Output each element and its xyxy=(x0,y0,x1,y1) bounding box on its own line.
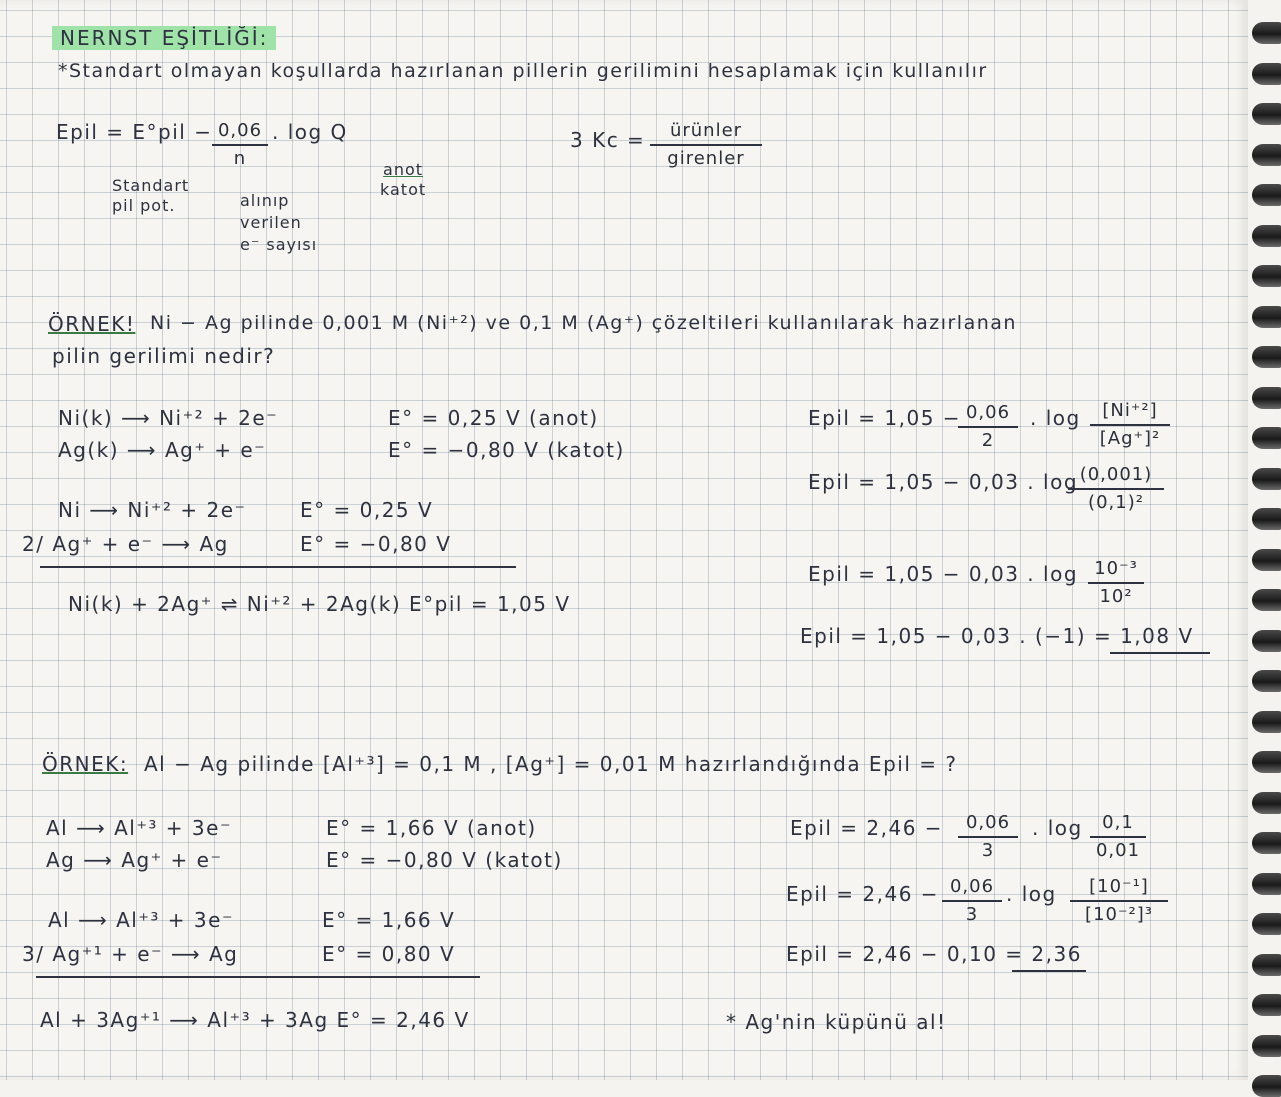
ex2-potential-4: E° = 0,80 V xyxy=(322,942,456,966)
ex2-step1-log: . log xyxy=(1032,816,1083,840)
ex2-reaction-2: Ag ⟶ Ag⁺ + e⁻ xyxy=(46,848,223,872)
binding-ring xyxy=(1252,1035,1281,1057)
ex2-step1-num: 0,06 xyxy=(958,810,1018,838)
ex1-potential-3: E° = 0,25 V xyxy=(300,498,434,522)
binding-ring xyxy=(1252,103,1281,125)
ex1-step3-fraction xyxy=(1088,556,1144,610)
binding-ring xyxy=(1252,387,1281,409)
binding-ring xyxy=(1252,873,1281,895)
ex2-potential-3: E° = 1,66 V xyxy=(322,908,456,932)
binding-ring xyxy=(1252,22,1281,44)
binding-ring xyxy=(1252,265,1281,287)
binding-ring xyxy=(1252,508,1281,530)
ex1-step3-left: Epil = 1,05 − 0,03 . log xyxy=(808,562,1079,586)
ex1-step1-log: . log xyxy=(1030,406,1081,430)
ex1-step1-left: Epil = 1,05 − xyxy=(808,406,962,430)
ex1-step1-den: 2 xyxy=(981,430,995,451)
binding-ring xyxy=(1252,751,1281,773)
binding-ring xyxy=(1252,913,1281,935)
ex1-reaction-1: Ni(k) ⟶ Ni⁺² + 2e⁻ xyxy=(58,406,279,430)
binding-ring xyxy=(1252,225,1281,247)
binding-ring xyxy=(1252,1075,1281,1097)
ex2-result: Epil = 2,46 − 0,10 = 2,36 xyxy=(786,942,1082,966)
ex2-step2-log-den: [10⁻²]³ xyxy=(1085,904,1153,925)
ex1-reaction-4: 2/ Ag⁺ + e⁻ ⟶ Ag xyxy=(22,532,229,556)
binding-ring xyxy=(1252,589,1281,611)
formula-fraction xyxy=(212,118,268,172)
binding-ring xyxy=(1252,670,1281,692)
ex2-step2-log-fraction xyxy=(1070,874,1168,928)
ex1-step1-fraction xyxy=(958,400,1018,454)
ex2-step2-num: 0,06 xyxy=(942,874,1002,902)
binding-ring xyxy=(1252,994,1281,1016)
ex2-reaction-4: 3/ Ag⁺¹ + e⁻ ⟶ Ag xyxy=(22,942,239,966)
binding-ring xyxy=(1252,630,1281,652)
ex2-step2-fraction xyxy=(942,874,1002,928)
ex1-reaction-2: Ag(k) ⟶ Ag⁺ + e⁻ xyxy=(58,438,267,462)
example2-question: Al − Ag pilinde [Al⁺³] = 0,1 M , [Ag⁺] = 0,01 M hazırlandığında Epil = ? xyxy=(144,752,958,776)
ex2-note: * Ag'nin küpünü al! xyxy=(726,1010,947,1034)
ex1-potential-4: E° = −0,80 V xyxy=(300,532,452,556)
ex1-step3-den: 10² xyxy=(1099,586,1133,607)
page-title: NERNST EŞİTLİĞİ: xyxy=(52,26,276,50)
ex2-step1-log-fraction xyxy=(1090,810,1146,864)
ex2-reaction-3: Al ⟶ Al⁺³ + 3e⁻ xyxy=(48,908,234,932)
binding-ring xyxy=(1252,63,1281,85)
binding-ring xyxy=(1252,144,1281,166)
example1-label: ÖRNEK! xyxy=(48,312,136,336)
fraction-denominator: n xyxy=(233,148,247,169)
ex1-step2-num: (0,001) xyxy=(1068,462,1164,490)
binding-ring xyxy=(1252,832,1281,854)
ex1-step1-log-num: [Ni⁺²] xyxy=(1090,398,1170,426)
ex1-potential-1: E° = 0,25 V (anot) xyxy=(388,406,599,430)
binding-ring xyxy=(1252,427,1281,449)
kc-denominator: girenler xyxy=(667,148,745,169)
example1-question: Ni − Ag pilinde 0,001 M (Ni⁺²) ve 0,1 M (Ag⁺) çözeltileri kullanılarak hazırlanan xyxy=(150,312,1017,334)
ex2-result-underline xyxy=(1012,970,1086,972)
example1-question-2: pilin gerilimi nedir? xyxy=(52,344,276,368)
ex1-step2-den: (0,1)² xyxy=(1088,492,1144,513)
ex1-step2-left: Epil = 1,05 − 0,03 . log xyxy=(808,470,1079,494)
ex2-step1-left: Epil = 2,46 − xyxy=(790,816,944,840)
ex2-step1-log-den: 0,01 xyxy=(1095,840,1141,861)
ex2-step1-fraction xyxy=(958,810,1018,864)
ex1-potential-2: E° = −0,80 V (katot) xyxy=(388,438,625,462)
binding-ring xyxy=(1252,184,1281,206)
ex2-step2-log-num: [10⁻¹] xyxy=(1070,874,1168,902)
ex1-result-underline xyxy=(1110,652,1210,654)
ex1-step1-num: 0,06 xyxy=(958,400,1018,428)
ex1-result: Epil = 1,05 − 0,03 . (−1) = 1,08 V xyxy=(800,624,1194,648)
nernst-formula: Epil = E°pil − xyxy=(56,120,213,144)
spiral-binding xyxy=(1248,0,1281,1080)
binding-ring xyxy=(1252,792,1281,814)
ex1-step3-num: 10⁻³ xyxy=(1088,556,1144,584)
kc-label: 3 Kc = xyxy=(570,128,646,152)
ex1-step1-log-fraction xyxy=(1090,398,1170,452)
ex1-step1-log-den: [Ag⁺]² xyxy=(1099,428,1161,449)
ex2-step2-left: Epil = 2,46 − xyxy=(786,882,940,906)
binding-ring xyxy=(1252,711,1281,733)
ex2-step2-den: 3 xyxy=(965,904,979,925)
ex2-sum-line xyxy=(36,976,480,978)
ex2-step2-log: . log xyxy=(1006,882,1057,906)
q-note-anot: anot xyxy=(383,160,424,179)
binding-ring xyxy=(1252,346,1281,368)
q-note-katot: katot xyxy=(380,180,427,199)
ex2-reaction-1: Al ⟶ Al⁺³ + 3e⁻ xyxy=(46,816,232,840)
binding-ring xyxy=(1252,306,1281,328)
ex2-potential-1: E° = 1,66 V (anot) xyxy=(326,816,537,840)
fraction-numerator: 0,06 xyxy=(212,118,268,146)
example2-label: ÖRNEK: xyxy=(42,752,129,776)
ex1-step2-fraction xyxy=(1068,462,1164,516)
ex1-net-reaction: Ni(k) + 2Ag⁺ ⇌ Ni⁺² + 2Ag(k) E°pil = 1,05 V xyxy=(68,592,571,616)
kc-numerator: ürünler xyxy=(650,118,762,146)
binding-ring xyxy=(1252,468,1281,490)
binding-ring xyxy=(1252,954,1281,976)
ex2-potential-2: E° = −0,80 V (katot) xyxy=(326,848,563,872)
intro-text: *Standart olmayan koşullarda hazırlanan pillerin gerilimini hesaplamak için kullanılır xyxy=(58,60,988,82)
ex1-reaction-3: Ni ⟶ Ni⁺² + 2e⁻ xyxy=(58,498,247,522)
note-electron-count: alınıp verilen e⁻ sayısı xyxy=(240,191,318,254)
q-note xyxy=(380,160,426,200)
ex1-sum-line xyxy=(40,566,516,568)
ex2-step1-log-num: 0,1 xyxy=(1090,810,1146,838)
note-standard: Standart pil pot. xyxy=(112,176,190,215)
ex2-step1-den: 3 xyxy=(981,840,995,861)
kc-fraction xyxy=(650,118,762,172)
log-q: . log Q xyxy=(272,120,348,144)
ex2-net-reaction: Al + 3Ag⁺¹ ⟶ Al⁺³ + 3Ag E° = 2,46 V xyxy=(40,1008,470,1032)
binding-ring xyxy=(1252,549,1281,571)
